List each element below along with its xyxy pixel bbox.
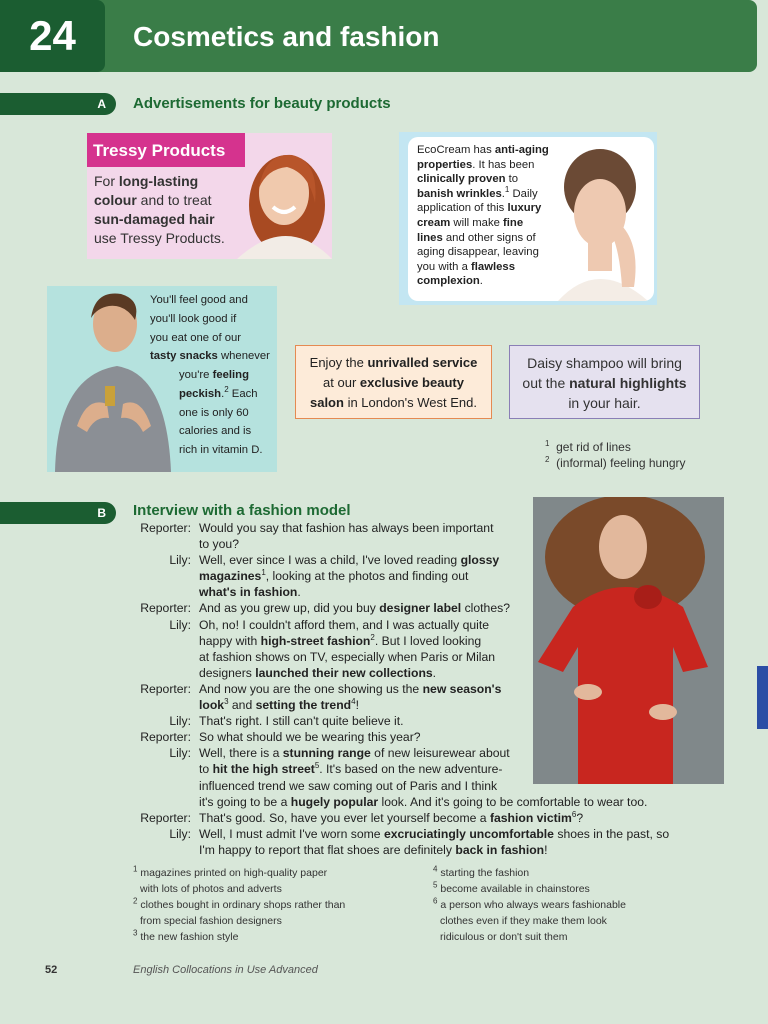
footnote-b-5: $^5$ become available in chainstores — [433, 880, 590, 895]
interview-text-line: I'm happy to report that flat shoes are definitely back in fashion! — [199, 842, 548, 857]
tressy-brand: Tressy Products — [87, 133, 245, 167]
section-a-tab: A — [0, 93, 116, 115]
speaker-label: Reporter: — [140, 521, 191, 535]
speaker-label: Reporter: — [140, 681, 191, 696]
speaker-label: Lily: — [169, 746, 191, 761]
footnote-a-2: $^2$ (informal) feeling hungry — [545, 455, 686, 470]
tressy-text: For long-lasting colour and to treat sun-damaged hair use Tressy Products. — [94, 173, 225, 246]
fashion-model-illustration — [533, 497, 724, 784]
speaker-label: Reporter: — [140, 601, 191, 616]
salon-ad: Enjoy the unrivalled service at our exclusive beauty salon in London's West End. — [295, 345, 492, 419]
interview-text-line: designers launched their new collections. — [199, 665, 437, 680]
interview-text-line: That's right. I still can't quite believe it. — [199, 714, 404, 729]
interview-text-line: to you? — [199, 537, 239, 552]
section-b-title: Interview with a fashion model — [133, 502, 351, 519]
interview-text-line: look$^3$ and setting the trend$^4$! — [199, 696, 359, 713]
speaker-label: Reporter: — [140, 810, 191, 825]
footnote-b-4: $^4$ starting the fashion — [433, 864, 530, 879]
speaker-label: Reporter: — [140, 730, 191, 745]
interview-text-line: influenced trend we saw coming out of Paris and I think — [199, 778, 498, 793]
interview-text-line: Well, ever since I was a child, I've loved reading glossy — [199, 553, 500, 568]
interview-text-line: magazines$^1$, looking at the photos and finding out — [199, 568, 469, 584]
footnote-b-3: $^3$ the new fashion style — [133, 928, 239, 943]
speaker-label: Lily: — [169, 714, 191, 729]
interview-text-line: at fashion shows on TV, especially when Paris or Milan — [199, 649, 496, 664]
snack-text-bottom: you're feeling peckish.$^2$ Each one is only 60 calories and is rich in vitamin D. — [179, 369, 263, 457]
side-thumb-tab — [757, 666, 768, 729]
footnote-b-6: $^6$ a person who always wears fashionable — [433, 896, 626, 911]
footnote-a-1: $^1$ get rid of lines — [545, 439, 631, 454]
interview-text-line: happy with high-street fashion$^2$. But I loved looking — [199, 632, 482, 648]
footnotes-b-right: $^4$ starting the fashion $^5$ become available in chainstores $^6$ a person who always wears fashionable clothes even if they make them look ridiculous or don't suit them — [433, 864, 626, 943]
interview-text-line: Well, there is a stunning range of new leisurewear about — [199, 746, 510, 761]
speaker-label: Lily: — [169, 617, 191, 632]
footnote-b-2: $^2$ clothes bought in ordinary shops rather than — [133, 896, 346, 911]
interview-text-line: Oh, no! I couldn't afford them, and I was actually quite — [199, 617, 490, 632]
unit-number: 24 — [0, 0, 105, 72]
book-title: English Collocations in Use Advanced — [133, 964, 318, 976]
section-b-tab: B — [0, 502, 116, 524]
speaker-label: Lily: — [169, 826, 191, 841]
interview-text-line: Would you say that fashion has always been important — [199, 521, 494, 535]
page-number: 52 — [45, 964, 58, 976]
interview-text-line: That's good. So, have you ever let yourself become a fashion victim$^6$? — [199, 809, 584, 825]
page-title: Cosmetics and fashion — [133, 21, 440, 52]
interview-text-line: to hit the high street$^5$. It's based on the new adventure- — [199, 761, 503, 777]
footnotes-b-left: $^1$ magazines printed on high-quality paper with lots of photos and adverts $^2$ clothes bought in ordinary shops rather than from special fashion designers $^3$ the new fashion style — [133, 864, 346, 943]
daisy-shampoo-ad: Daisy shampoo will bring out the natural highlights in your hair. — [509, 345, 700, 419]
interview-text-line: it's going to be a hugely popular look. And it's going to be comfortable to wear too. — [199, 794, 648, 809]
interview-text-line: So what should we be wearing this year? — [199, 730, 421, 745]
speaker-label: Lily: — [169, 553, 191, 568]
ecocream-text: EcoCream has anti-aging properties. It has been clinically proven to banish wrinkles.$^1$ Daily application of this luxury cream will make fine lines and other signs of aging disappear, leaving you with a flawless complexion. — [417, 144, 549, 288]
interview-text-line: Well, I must admit I've worn some excruciatingly uncomfortable shoes in the past, so — [199, 826, 670, 841]
interview-text-line: And as you grew up, did you buy designer label clothes? — [199, 601, 510, 616]
interview-text-line: what's in fashion. — [199, 585, 301, 600]
snack-text-top: You'll feel good and you'll look good if you eat one of our tasty snacks whenever — [150, 294, 270, 363]
section-a-title: Advertisements for beauty products — [133, 95, 391, 112]
fashion-model-photo — [533, 497, 724, 784]
interview-text-line: And now you are the one showing us the new season's — [199, 681, 502, 696]
footnote-b-1: $^1$ magazines printed on high-quality paper — [133, 864, 328, 879]
